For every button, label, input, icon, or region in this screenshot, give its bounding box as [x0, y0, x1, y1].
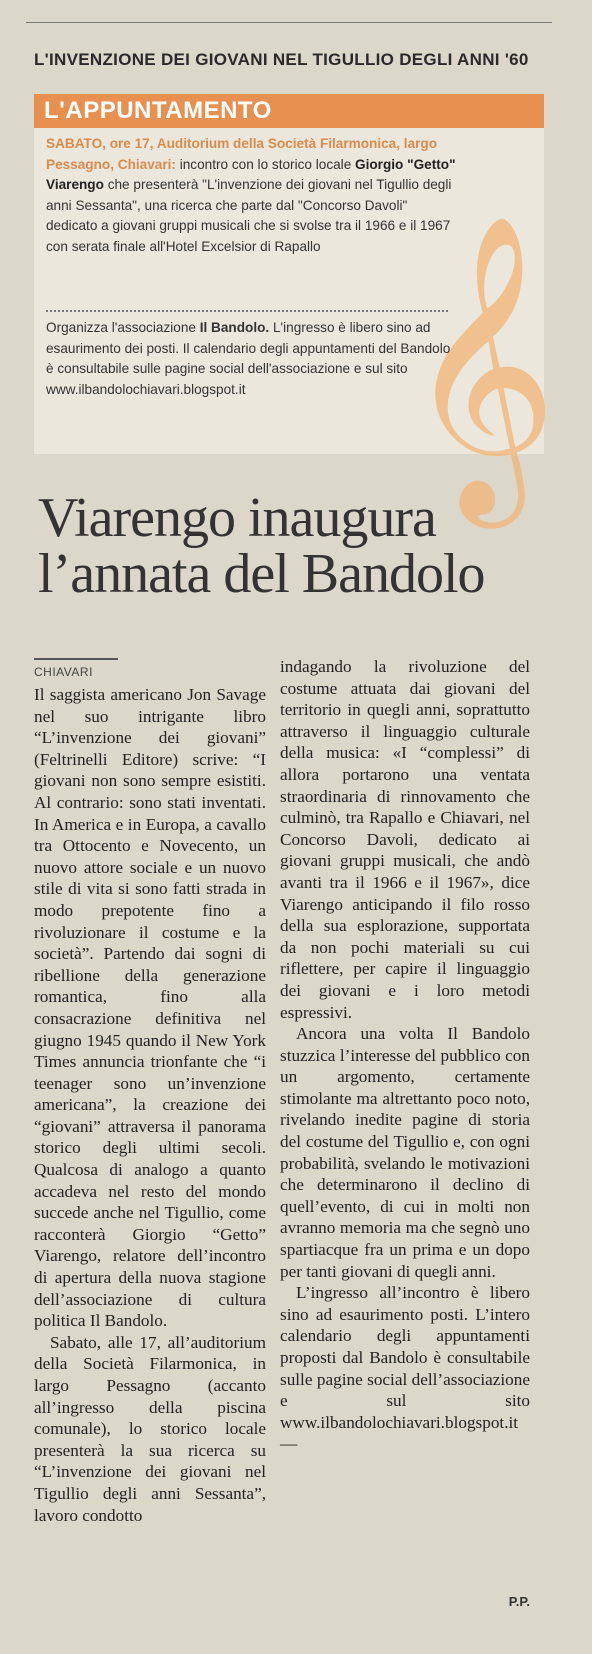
- treble-clef-icon: 𝄞: [404, 213, 558, 515]
- organizer-info: [46, 318, 456, 400]
- article-column-1: [34, 684, 266, 1526]
- article-paragraph-3: Ancora una volta Il Bandolo stuzzica l’interesse del pubblico con un argomento, certamente stimolante ma altrettanto poco noto, rivelando inedite pagine di storia del costume del Tigullio e, con ogni probabilità, svelando le motivazioni che determinarono il declino di quell’evento, di cui in molti non avranno memoria ma che segnò uno spartiacque fra un prima e un dopo per tanti giovani di quegli anni.: [280, 1024, 530, 1281]
- headline: Viarengo inaugura l’annata del Bandolo: [38, 487, 485, 605]
- organizer-prefix: Organizza l'associazione: [46, 320, 200, 335]
- kicker: L'INVENZIONE DEI GIOVANI NEL TIGULLIO DEGLI ANNI '60: [34, 50, 529, 69]
- article-column-2: [280, 656, 530, 1455]
- article-paragraph-4: L’ingresso all’incontro è libero sino ad esaurimento posti. L’intero calendario degli appuntamenti proposti dal Bandolo è consultabile sulle pagine social dell’associazione e sul sito www.ilbandolochiavari.blogspot.it —: [280, 1283, 530, 1454]
- organizer-details: L'ingresso è libero sino ad esaurimento dei posti. Il calendario degli appuntamenti del Bandolo è consultabile sulle pagine social dell'associazione e sul sito www.ilbandolochiavari.blogspot.it: [46, 320, 451, 397]
- author-signature: P.P.: [508, 1594, 530, 1609]
- article-paragraph-1: Il saggista americano Jon Savage nel suo intrigante libro “L’invenzione dei giovani” (Feltrinelli Editore) scrive: “I giovani non sono sempre esistiti. Al contrario: sono stati inventati. In America e in Europa, a cavallo tra Ottocento e Novecento, un nuovo attore sociale e un nuovo stile di vita si sono fatti strada in modo prepotente fino a rivoluzionare il costume e la società”. Partendo dai sogni di ribellione della generazione romantica, fino alla consacrazione definitiva nel giugno 1945 quando il New York Times annuncia trionfante che “i teenager sono un’invenzione americana”, la creazione dei “giovani” attraversa il panorama storico degli ultimi secoli. Qualcosa di analogo a quanto accadeva nel resto del mondo succede anche nel Tigullio, come racconterà Giorgio “Getto” Viarengo, relatore dell’incontro di apertura della nuova stagione dell’associazione di cultura politica Il Bandolo.: [34, 685, 266, 1331]
- top-rule: [26, 22, 552, 23]
- article-paragraph-2-cont: indagando la rivoluzione del costume attuata dai giovani del territorio in quegli anni, soprattutto attraverso il linguaggio culturale della musica: «I “complessi” di allora portarono una ventata straordinaria di rinnovamento che culminò, tra Rapallo e Chiavari, nel Concorso Davoli, dedicato ai giovani gruppi musicali, che andò avanti tra il 1966 e il 1967», dice Viarengo anticipando il filo rosso della sua esplorazione, supportata da non pochi materiali su cui riflettere, per capire il linguaggio dei giovani e i loro metodi espressivi.: [280, 657, 530, 1022]
- dotted-divider: [46, 310, 448, 312]
- event-place: SABATO, ore 17, Auditorium della Società Filarmonica, largo Pessagno, Chiavari:: [46, 136, 438, 172]
- event-body: che presenterà "L'invenzione dei giovani nel Tigullio degli anni Sessanta", una ricerca che parte dal "Concorso Davoli" dedicato a giovani gruppi musicali che si svolse tra il 1966 e il 1967 con serata finale all'Hotel Excelsior di Rapallo: [46, 177, 452, 254]
- dateline: CHIAVARI: [34, 658, 118, 679]
- box-header: [34, 94, 544, 128]
- appointment-details: [46, 134, 456, 257]
- appointment-box: [34, 94, 558, 515]
- article-paragraph-2: Sabato, alle 17, all’auditorium della Società Filarmonica, in largo Pessagno (accanto all’ingresso della piscina comunale), lo storico locale presenterà la sua ricerca su “L’invenzione dei giovani nel Tigullio degli anni Sessanta”, lavoro condotto: [34, 1332, 266, 1525]
- event-intro: incontro con lo storico locale: [175, 156, 356, 172]
- speaker-name: Giorgio "Getto" Viarengo: [46, 156, 456, 192]
- box-header-label: L'APPUNTAMENTO: [44, 97, 272, 124]
- organizer-name: Il Bandolo.: [199, 320, 270, 335]
